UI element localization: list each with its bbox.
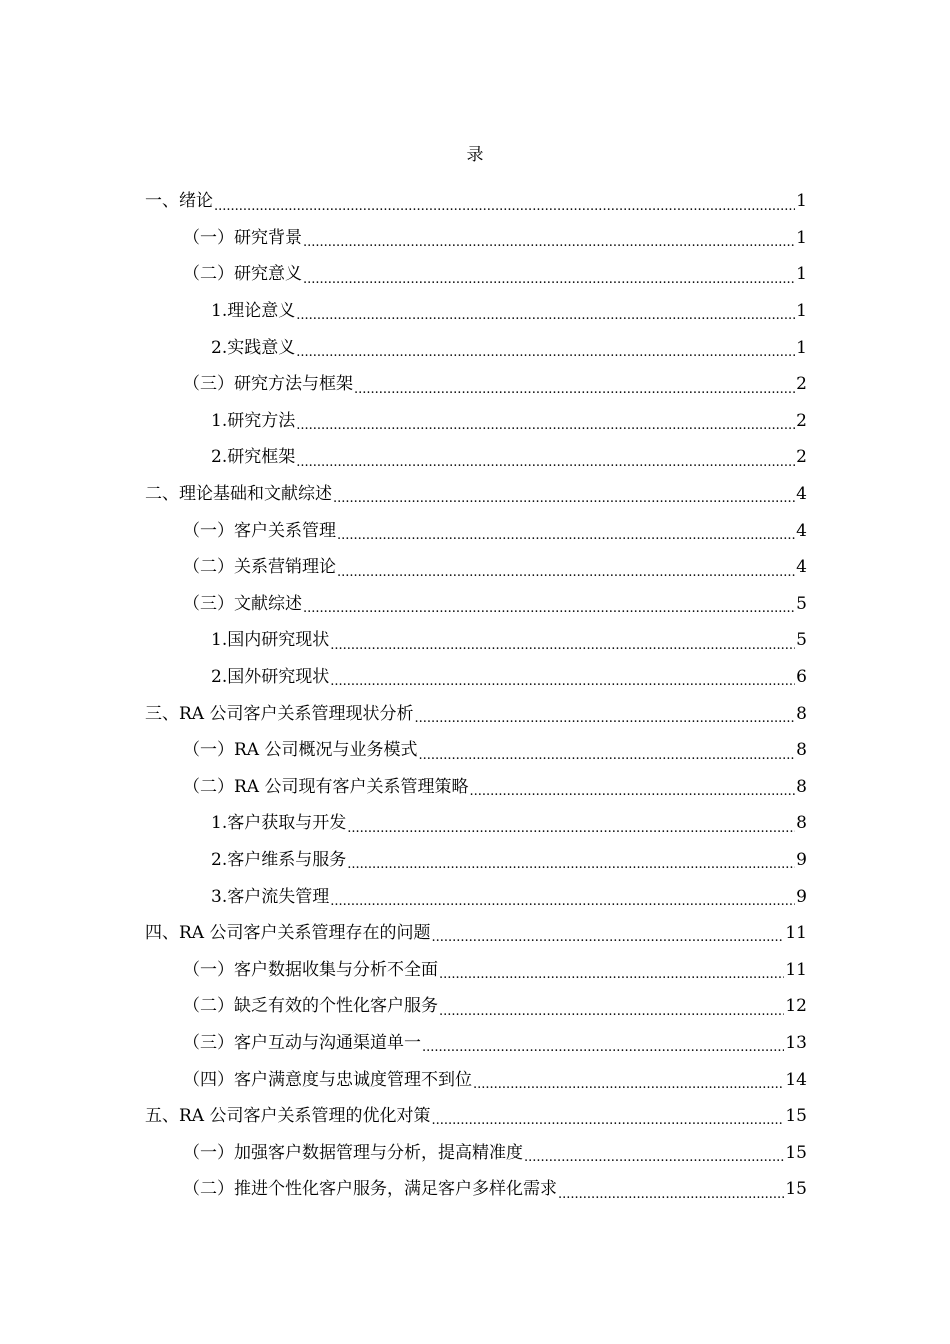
- toc-entry-title: 2.研究框架: [211, 447, 296, 468]
- toc-entry-title: （二）RA 公司现有客户关系管理策略: [183, 776, 469, 797]
- toc-page-number: 8: [796, 740, 807, 761]
- dot-leader: [296, 310, 795, 329]
- toc-entry[interactable]: [145, 1098, 807, 1135]
- dot-leader: [524, 1152, 784, 1171]
- toc-entry[interactable]: [145, 439, 807, 476]
- dot-leader: [303, 603, 795, 622]
- toc-page-number: 5: [796, 630, 807, 651]
- toc-entry-title: （一）客户关系管理: [183, 520, 336, 541]
- toc-entry[interactable]: [145, 586, 807, 623]
- toc-entry[interactable]: [145, 842, 807, 879]
- toc-entry-title: 1.国内研究现状: [211, 630, 330, 651]
- toc-page-number: 1: [796, 301, 807, 322]
- toc-entry[interactable]: [145, 1061, 807, 1098]
- toc-entry[interactable]: [145, 476, 807, 513]
- toc-entry-title: 2.国外研究现状: [211, 667, 330, 688]
- toc-entry[interactable]: [145, 293, 807, 330]
- toc-page-number: 1: [796, 227, 807, 248]
- toc-entry[interactable]: [145, 988, 807, 1025]
- dot-leader: [333, 493, 795, 512]
- toc-entry-title: （一）加强客户数据管理与分析，提高精准度: [183, 1142, 523, 1163]
- toc-page-number: 15: [785, 1106, 807, 1127]
- toc-entry[interactable]: [145, 549, 807, 586]
- toc-entry[interactable]: [145, 256, 807, 293]
- dot-leader: [431, 932, 784, 951]
- toc-entry[interactable]: [145, 329, 807, 366]
- dot-leader: [296, 347, 795, 366]
- toc-page-number: 4: [796, 484, 807, 505]
- toc-entry-title: （二）关系营销理论: [183, 557, 336, 578]
- toc-entry-title: （一）客户数据收集与分析不全面: [183, 959, 438, 980]
- dot-leader: [330, 640, 795, 659]
- dot-leader: [431, 1115, 784, 1134]
- toc-page-number: 4: [796, 557, 807, 578]
- dot-leader: [422, 1042, 784, 1061]
- toc-entry[interactable]: [145, 769, 807, 806]
- toc-entry-title: （二）研究意义: [183, 264, 302, 285]
- toc-title: 录: [466, 145, 484, 165]
- toc-page-number: 15: [785, 1179, 807, 1200]
- toc-entry-title: 3.客户流失管理: [211, 886, 330, 907]
- toc-entry[interactable]: [145, 915, 807, 952]
- toc-entry[interactable]: [145, 659, 807, 696]
- toc-entry[interactable]: [145, 622, 807, 659]
- dot-leader: [469, 786, 795, 805]
- toc-page-number: 2: [796, 374, 807, 395]
- toc-page-number: 13: [785, 1032, 807, 1053]
- toc-page-number: 5: [796, 593, 807, 614]
- toc-entry-title: （二）推进个性化客户服务，满足客户多样化需求: [183, 1179, 557, 1200]
- toc-entry-title: （一）研究背景: [183, 227, 302, 248]
- toc-entry[interactable]: [145, 732, 807, 769]
- toc-entry-title: 1.研究方法: [211, 410, 296, 431]
- toc-entry[interactable]: [145, 512, 807, 549]
- dot-leader: [337, 567, 795, 586]
- toc-page-number: 8: [796, 776, 807, 797]
- toc-entry[interactable]: [145, 220, 807, 257]
- toc-page-number: 8: [796, 703, 807, 724]
- toc-entry-title: 三、RA 公司客户关系管理现状分析: [145, 703, 414, 724]
- toc-entry-title: （三）研究方法与框架: [183, 374, 353, 395]
- toc-page-number: 1: [796, 337, 807, 358]
- toc-page-number: 6: [796, 667, 807, 688]
- dot-leader: [414, 713, 795, 732]
- table-of-contents: [145, 183, 807, 1208]
- dot-leader: [296, 420, 795, 439]
- dot-leader: [303, 274, 795, 293]
- toc-entry[interactable]: [145, 878, 807, 915]
- toc-entry-title: 四、RA 公司客户关系管理存在的问题: [145, 923, 431, 944]
- dot-leader: [330, 896, 795, 915]
- toc-entry-title: 五、RA 公司客户关系管理的优化对策: [145, 1106, 431, 1127]
- toc-page-number: 9: [796, 886, 807, 907]
- toc-entry-title: 2.客户维系与服务: [211, 849, 347, 870]
- dot-leader: [330, 676, 795, 695]
- toc-entry-title: （四）客户满意度与忠诚度管理不到位: [183, 1069, 472, 1090]
- toc-entry-title: （三）文献综述: [183, 593, 302, 614]
- toc-page-number: 8: [796, 813, 807, 834]
- toc-entry-title: （二）缺乏有效的个性化客户服务: [183, 996, 438, 1017]
- toc-page-number: 2: [796, 410, 807, 431]
- dot-leader: [337, 530, 795, 549]
- toc-page-number: 12: [785, 996, 807, 1017]
- dot-leader: [303, 237, 795, 256]
- toc-entry[interactable]: [145, 366, 807, 403]
- dot-leader: [418, 750, 795, 769]
- toc-page-number: 4: [796, 520, 807, 541]
- dot-leader: [347, 823, 795, 842]
- toc-entry-title: （一）RA 公司概况与业务模式: [183, 740, 418, 761]
- toc-entry[interactable]: [145, 183, 807, 220]
- dot-leader: [214, 201, 795, 220]
- toc-entry-title: 1.客户获取与开发: [211, 813, 347, 834]
- toc-page-number: 1: [796, 264, 807, 285]
- toc-page-number: 14: [785, 1069, 807, 1090]
- toc-page-number: 9: [796, 849, 807, 870]
- toc-entry-title: 2.实践意义: [211, 337, 296, 358]
- dot-leader: [347, 859, 795, 878]
- toc-page-number: 11: [785, 959, 807, 980]
- toc-entry[interactable]: [145, 695, 807, 732]
- dot-leader: [558, 1189, 784, 1208]
- dot-leader: [439, 969, 784, 988]
- toc-entry[interactable]: [145, 403, 807, 440]
- toc-entry[interactable]: [145, 1134, 807, 1171]
- toc-page-number: 15: [785, 1142, 807, 1163]
- dot-leader: [354, 384, 795, 403]
- toc-page-number: 11: [785, 923, 807, 944]
- dot-leader: [439, 1006, 784, 1025]
- toc-entry[interactable]: [145, 951, 807, 988]
- dot-leader: [473, 1079, 784, 1098]
- toc-entry[interactable]: [145, 805, 807, 842]
- toc-page-number: 1: [796, 191, 807, 212]
- dot-leader: [296, 457, 795, 476]
- toc-entry-title: （三）客户互动与沟通渠道单一: [183, 1032, 421, 1053]
- toc-entry[interactable]: [145, 1025, 807, 1062]
- toc-entry-title: 1.理论意义: [211, 301, 296, 322]
- toc-entry[interactable]: [145, 1171, 807, 1208]
- toc-page-number: 2: [796, 447, 807, 468]
- toc-entry-title: 二、理论基础和文献综述: [145, 484, 332, 505]
- toc-entry-title: 一、绪论: [145, 191, 213, 212]
